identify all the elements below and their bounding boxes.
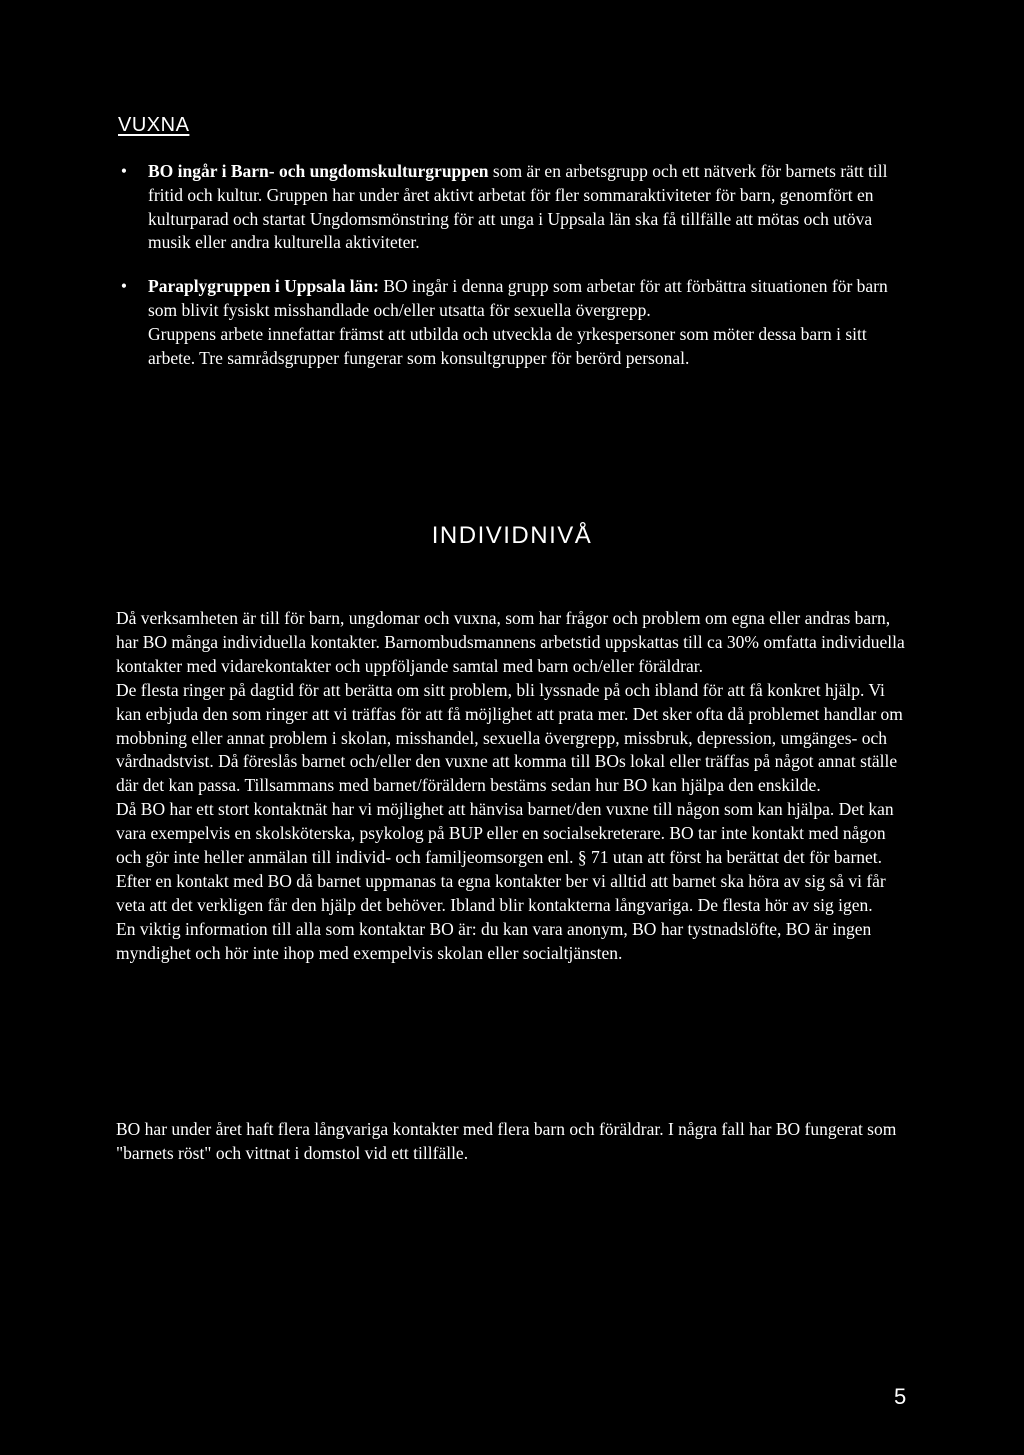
body-paragraph: Då BO har ett stort kontaktnät har vi möjlighet att hänvisa barnet/den vuxne till någon som kan hjälpa. Det kan vara exempelvis en skolsköterska, psykolog på BUP eller en socialsekreterare. BO tar inte kontakt med någon och gör inte heller anmälan till individ- och familjeomsorgen enl. § 71 utan att först ha berättat det för barnet. <box>116 799 894 868</box>
body-paragraph: De flesta ringer på dagtid för att berätta om sitt problem, bli lyssnade på och ibland för att få konkret hjälp. Vi kan erbjuda den som ringer att vi träffas för att få möjlighet att prata mer. Det sker ofta då problemet handlar om mobbning eller annat problem i skolan, misshandel, sexuella övergrepp, missbruk, depression, umgänges- och vårdnadstvist. Då föreslås barnet och/eller den vuxne att komma till BOs lokal eller träffas på något annat ställe där det kan passa. Tillsammans med barnet/föräldern bestäms sedan hur BO kan hjälpa den enskilde. <box>116 679 903 796</box>
section-title-vuxna: VUXNA <box>118 114 190 136</box>
bullet-extra-paragraph: Gruppens arbete innefattar främst att utbilda och utveckla de yrkespersoner som möter dessa barn i sitt arbete. Tre samrådsgrupper fungerar som konsultgrupper för berörd personal. <box>148 323 867 368</box>
final-paragraph: BO har under året haft flera långvariga kontakter med flera barn och föräldrar. I några fall har BO fungerat som "barnets röst" och vittnat i domstol vid ett tillfälle. <box>116 1119 897 1163</box>
bullet-item-barn-och-ungdomskultur <box>118 160 908 255</box>
bullet-paragraph <box>148 160 908 255</box>
page-number: 5 <box>894 1384 907 1409</box>
section-title-individniva: INDIVIDNIVÅ <box>431 522 593 549</box>
body-paragraph: En viktig information till alla som kontaktar BO är: du kan vara anonym, BO har tystnadslöfte, BO är ingen myndighet och hör inte ihop med exempelvis skolan eller socialtjänsten. <box>116 918 872 963</box>
bullet-icon: • <box>120 161 128 181</box>
bullet-list <box>118 160 908 390</box>
bullet-icon: • <box>120 276 128 297</box>
individ-body <box>116 607 906 966</box>
body-paragraph: Efter en kontakt med BO då barnet uppmanas ta egna kontakter ber vi alltid att barnet ska höra av sig så vi får veta att det verkligen får den hjälp det behöver. Ibland blir kontakterna långvariga. De flesta hör av sig igen. <box>116 870 886 915</box>
body-paragraph: Då verksamheten är till för barn, ungdomar och vuxna, som har frågor och problem om egna eller andras barn, har BO många individuella kontakter. Barnombudsmannens arbetstid uppskattas till ca 30% omfatta individuella kontakter med vidarekontakter och uppföljande samtal med barn och/eller föräldrar. <box>116 608 905 676</box>
bullet-lead: Paraplygruppen i Uppsala län: <box>148 276 379 297</box>
bullet-paragraph <box>148 275 908 323</box>
bullet-text: som är en arbetsgrupp och ett nätverk för barnets rätt till fritid och kultur. Gruppen har under året aktivt arbetat för fler sommaraktiviteter för barn, genomfört en kulturparad och startat Ungdomsmönstring för att unga i Uppsala län ska få tillfälle att mötas och utöva musik eller andra kulturella aktiviteter. <box>148 161 888 253</box>
bullet-lead: BO ingår i Barn- och ungdomskulturgruppen <box>148 161 489 181</box>
bullet-item-paraplygruppen <box>118 275 908 370</box>
bullet-text: BO ingår i denna grupp som arbetar för att förbättra situationen för barn som blivit fysiskt misshandlade och/eller utsatta för sexuella övergrepp. <box>148 276 888 320</box>
